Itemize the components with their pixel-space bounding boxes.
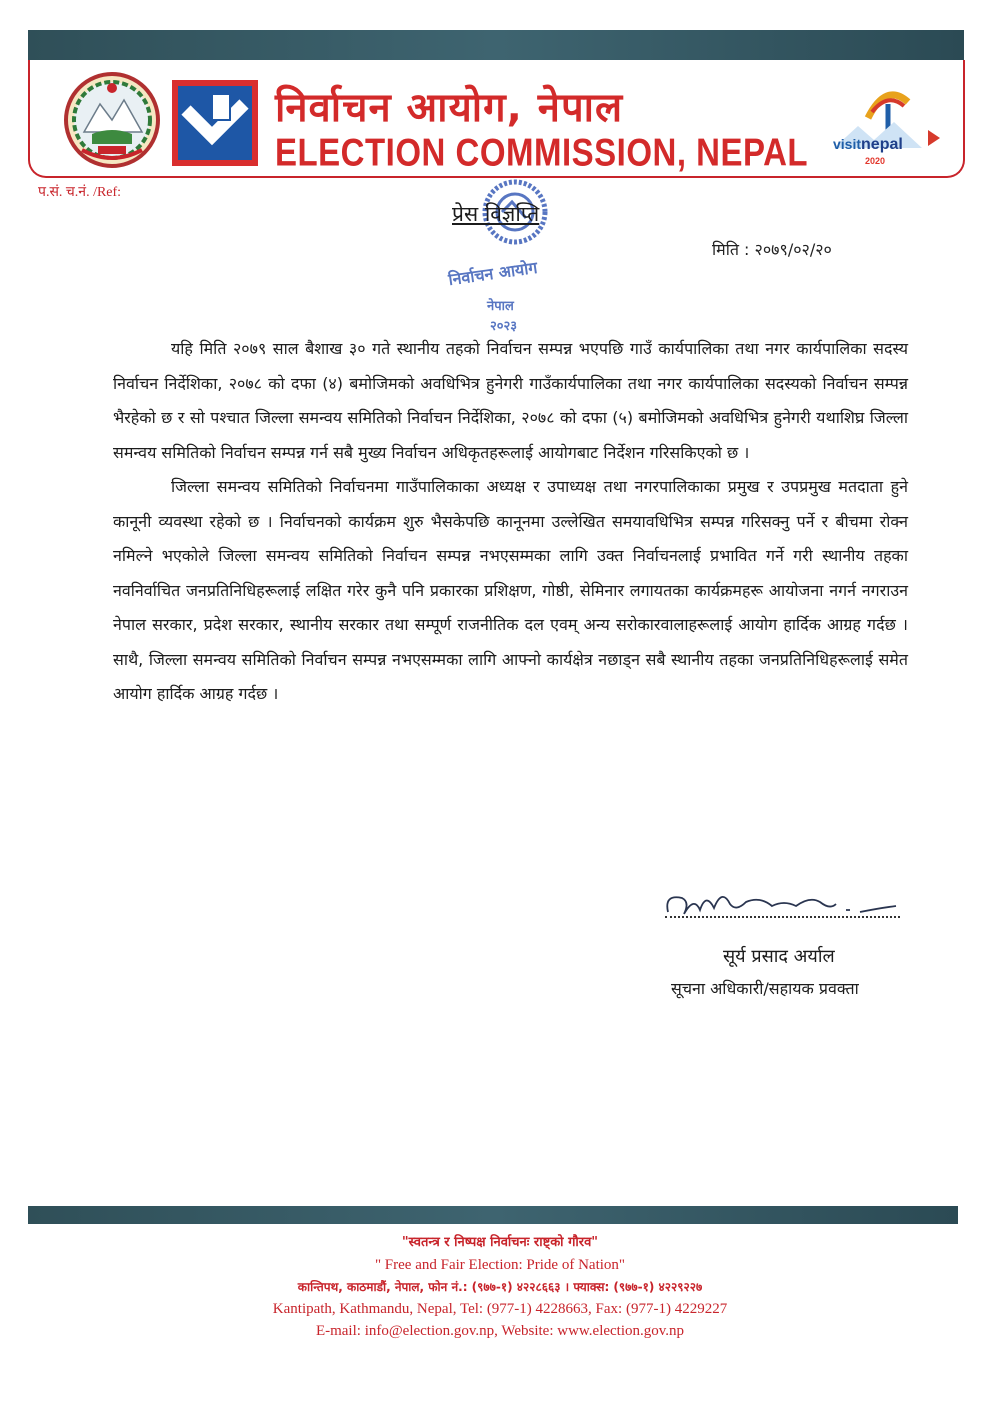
ballot-box-icon <box>172 80 258 166</box>
handwritten-signature-icon <box>660 882 900 932</box>
footer-address-nepali: कान्तिपथ, काठमाडौं, नेपाल, फोन नं.: (९७७-१) ४२२८६६३ । फ्याक्स: (९७७-१) ४२२९२२७ <box>297 1280 703 1294</box>
footer-motto-nepali: "स्वतन्त्र र निष्पक्ष निर्वाचनः राष्ट्को गौरव" <box>401 1235 599 1250</box>
seal-text-line3: २०२३ <box>490 319 518 334</box>
signatory-title: सूचना अधिकारी/सहायक प्रवक्ता <box>671 979 859 998</box>
reference-number-label: प.सं. च.नं. /Ref: <box>38 185 122 200</box>
footer <box>0 1232 1000 1342</box>
visit-word: visit <box>833 136 862 152</box>
nepal-emblem-icon <box>62 70 162 170</box>
commission-title-english: ELECTION COMMISSION, NEPAL <box>275 130 809 174</box>
signatory-name: सूर्य प्रसाद अर्याल <box>723 946 835 967</box>
body-paragraph: जिल्ला समन्वय समितिको निर्वाचनमा गाउँपालिकाका अध्यक्ष र उपाध्यक्ष तथा नगरपालिकाका प्रमुख र उपप्रमुख मतदाता हुने कानूनी व्यवस्था रहेको छ । निर्वाचनको कार्यक्रम शुरु भैसकेपछि कानूनमा उल्लेखित समयावधिभित्र सम्पन्न गरिसक्नु पर्ने र बीचमा रोक्न नमिल्ने भएकोले जिल्ला समन्वय समितिको निर्वाचन सम्पन्न नभएसम्मका लागि उक्त निर्वाचनलाई प्रभावित गर्ने गरी स्थानीय तहका नवनिर्वाचित जनप्रतिनिधिहरूलाई लक्षित गरेर कुनै पनि प्रकारका प्रशिक्षण, गोष्ठी, सेमिनार लगायतका कार्यक्रमहरू आयोजना नगर्न नगराउन नेपाल सरकार, प्रदेश सरकार, स्थानीय सरकार तथा सम्पूर्ण राजनीतिक दल एवम् अन्य सरोकारवालाहरूलाई आयोग हार्दिक आग्रह गर्दछ । साथै, जिल्ला समन्वय समितिको निर्वाचन सम्पन्न नभएसम्मका लागि आफ्नो कार्यक्षेत्र नछाड्न सबै स्थानीय तहका जनप्रतिनिधिहरूलाई समेत आयोग हार्दिक आग्रह गर्दछ । <box>113 477 908 703</box>
body-paragraph: यहि मिति २०७९ साल बैशाख ३० गते स्थानीय तहको निर्वाचन सम्पन्न भएपछि गाउँ कार्यपालिका तथा नगर कार्यपालिका सदस्य निर्वाचन निर्देशिका, २०७८ को दफा (४) बमोजिमको अवधिभित्र हुनेगरी गाउँकार्यपालिका तथा नगर कार्यपालिका सदस्यको निर्वाचन सम्पन्न भैरहेको छ र सो पश्चात जिल्ला समन्वय समितिको निर्वाचन निर्देशिका, २०७८ को दफा (५) बमोजिमको अवधिभित्र हुनेगरी यथाशिघ्र जिल्ला समन्वय समितिको निर्वाचन सम्पन्न गर्न सबै मुख्य निर्वाचन अधिकृतहरूलाई आयोगबाट निर्देशन गरिसकिएको छ । <box>113 339 908 462</box>
nepal-word: nepal <box>861 136 903 153</box>
footer-address-english: Kantipath, Kathmandu, Nepal, Tel: (977-1) 4228663, Fax: (977-1) 4229227 <box>272 1301 728 1317</box>
commission-title-nepali: निर्वाचन आयोग, नेपाल <box>275 85 624 131</box>
document-date: मिति : २०७९/०२/२० <box>712 240 832 259</box>
visit-nepal-wordmark <box>833 136 903 154</box>
footer-motto-english: " Free and Fair Election: Pride of Nation" <box>374 1257 626 1273</box>
press-release-body <box>113 332 908 712</box>
visit-nepal-logo-icon <box>828 78 948 170</box>
footer-bar <box>28 1206 958 1224</box>
header-top-bar <box>28 30 964 62</box>
seal-text-line2: नेपाल <box>487 299 514 314</box>
seal-text-line1: निर्वाचन आयोग <box>447 257 539 290</box>
visit-nepal-year: 2020 <box>865 156 886 166</box>
signature-line <box>665 916 900 918</box>
press-release-title: प्रेस विज्ञप्ति <box>452 202 540 226</box>
footer-contact: E-mail: info@election.gov.np, Website: www.election.gov.np <box>315 1323 685 1339</box>
